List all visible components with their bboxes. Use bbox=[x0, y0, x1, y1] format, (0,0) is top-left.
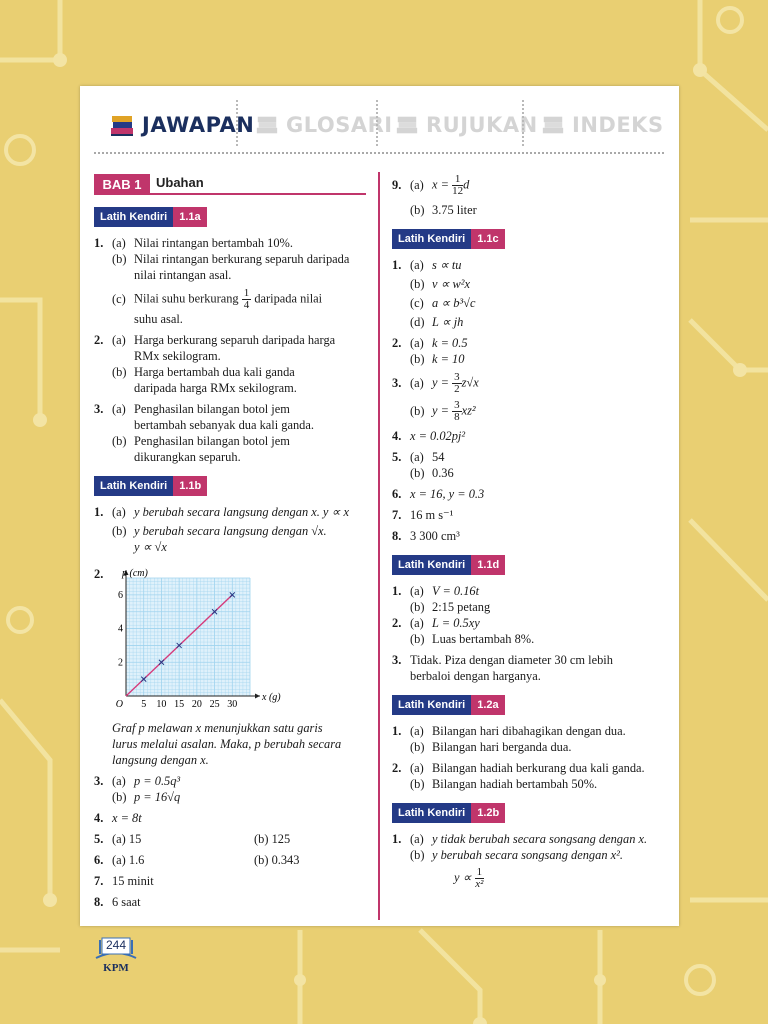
tab-label: JAWAPAN bbox=[142, 113, 255, 137]
answer-item: 5. (a) 15 (b) 125 bbox=[94, 832, 291, 846]
answer-item: 3. (a) y = $\frac{3}{2}$ z√x (b) y = $\frac{3}{8}$ xz² bbox=[392, 371, 479, 423]
answer-item: 6. (a) 1.6 (b) 0.343 bbox=[94, 853, 300, 867]
origin-label: O bbox=[115, 699, 123, 710]
answer-item: 3. Tidak. Piza dengan diameter 30 cm lebih berbaloi dengan harganya. bbox=[392, 653, 613, 683]
x-tick-label: 20 bbox=[191, 699, 202, 710]
answer-item: 1. (a) Bilangan hari dibahagikan dengan dua. (b) Bilangan hari berganda dua. bbox=[392, 724, 626, 754]
books-icon bbox=[254, 113, 280, 137]
x-axis-label: x (g) bbox=[262, 692, 281, 703]
answer-item: 8. 3 300 cm³ bbox=[392, 529, 460, 543]
x-tick-label: 30 bbox=[227, 699, 238, 710]
answer-item: 2. (a) Harga berkurang separuh daripada harga RMx sekilogram. (b) Harga bertambah dua kali ganda daripada harga RMx sekilogram. bbox=[94, 333, 336, 395]
books-icon bbox=[394, 113, 420, 137]
x-axis-arrow bbox=[255, 694, 260, 699]
answer-item: 6. x = 16, y = 0.3 bbox=[392, 487, 485, 501]
answer-item: 2. 5 10 15 20 25 30 2 4 6 O x (g) p (cm) Graf p melawan x menunjukkan satu garis lurus melalui asalan. Maka, p berubah secara langsung dengan x. bbox=[94, 567, 342, 767]
tab-glosari[interactable] bbox=[254, 110, 393, 140]
answer-item: 1. (a) s ∝ tu (b) v ∝ w²x (c) a ∝ b³√c (d) L ∝ jh bbox=[392, 258, 476, 329]
answer-item: 1. (a) y tidak berubah secara songsang dengan x. (b) y berubah secara songsang dengan x². y ∝ $\frac{1}{\text{x²}}$ bbox=[392, 832, 648, 890]
tab-jawapan[interactable] bbox=[108, 110, 254, 140]
tab-label: RUJUKAN bbox=[426, 113, 538, 137]
tab-bar bbox=[80, 86, 679, 154]
y-tick-label: 2 bbox=[118, 657, 123, 669]
answer-item: 9. (a) x = $\frac{1}{12}$ d (b) 3.75 liter bbox=[392, 173, 477, 217]
answer-item: 2. (a) L = 0.5xy (b) Luas bertambah 8%. bbox=[392, 616, 535, 646]
page-number: 244 bbox=[105, 938, 127, 952]
answer-item: 4. x = 8t bbox=[94, 811, 142, 825]
answer-item: 5. (a) 54 (b) 0.36 bbox=[392, 450, 454, 480]
answer-item: 7. 16 m s⁻¹ bbox=[392, 508, 454, 522]
answer-item: 1. (a) Nilai rintangan bertambah 10%. (b) Nilai rintangan berkurang separuh daripada nilai rintangan asal. (c) Nilai suhu berkurang $\frac{1}{4}$ daripada nilai suhu asal. bbox=[94, 236, 350, 326]
y-axis-label: p (cm) bbox=[122, 568, 148, 579]
answer-item: 4. x = 0.02pj² bbox=[392, 429, 466, 443]
x-tick-label: 25 bbox=[209, 699, 220, 710]
tab-label: GLOSARI bbox=[286, 113, 393, 137]
answer-item: 1. (a) V = 0.16t (b) 2:15 petang bbox=[392, 584, 491, 614]
column-divider bbox=[378, 172, 380, 920]
graph-p-vs-x bbox=[112, 566, 312, 716]
page-number-badge bbox=[94, 936, 138, 976]
x-tick-label: 15 bbox=[174, 699, 185, 710]
y-tick-label: 6 bbox=[118, 589, 123, 601]
line-chart bbox=[112, 566, 312, 716]
answer-item: 2. (a) Bilangan hadiah berkurang dua kali ganda. (b) Bilangan hadiah bertambah 50%. bbox=[392, 761, 645, 791]
answer-item: 8. 6 saat bbox=[94, 895, 141, 909]
x-tick-label: 10 bbox=[156, 699, 167, 710]
tab-rujukan[interactable] bbox=[394, 110, 538, 140]
chapter-badge: BAB 1 bbox=[94, 174, 150, 195]
answer-item: 1. (a) y berubah secara langsung dengan x. y ∝ x (b) y berubah secara langsung dengan √x. y ∝ √x bbox=[94, 505, 349, 554]
tab-divider-line bbox=[94, 152, 664, 154]
section-label-1-1b: Latih Kendiri 1.1b bbox=[94, 476, 207, 496]
kpm-logo-text: KPM bbox=[103, 962, 129, 974]
section-label-1-2b: Latih Kendiri 1.2b bbox=[392, 803, 505, 823]
section-label-1-1a: Latih Kendiri 1.1a bbox=[94, 207, 207, 227]
tab-label: INDEKS bbox=[572, 113, 664, 137]
answer-page bbox=[80, 86, 679, 926]
tab-indeks[interactable] bbox=[540, 110, 664, 140]
section-label-1-1c: Latih Kendiri 1.1c bbox=[392, 229, 505, 249]
books-icon bbox=[108, 112, 136, 138]
x-tick-label: 5 bbox=[141, 699, 147, 710]
answer-item: 2. (a) k = 0.5 (b) k = 10 bbox=[392, 336, 468, 366]
section-label-1-1d: Latih Kendiri 1.1d bbox=[392, 555, 505, 575]
answer-item: 3. (a) Penghasilan bilangan botol jem bertambah sebanyak dua kali ganda. (b) Penghasilan bilangan botol jem dikurangkan separuh. bbox=[94, 402, 314, 464]
y-tick-label: 4 bbox=[118, 623, 123, 635]
right-column bbox=[392, 174, 667, 890]
books-icon bbox=[540, 113, 566, 137]
section-label-1-2a: Latih Kendiri 1.2a bbox=[392, 695, 505, 715]
left-column bbox=[94, 174, 366, 910]
chapter-title: Ubahan bbox=[156, 175, 204, 190]
chapter-header bbox=[94, 174, 366, 195]
answer-item: 3. (a) p = 0.5q³ (b) p = 16√q bbox=[94, 774, 181, 804]
answer-item: 7. 15 minit bbox=[94, 874, 154, 888]
